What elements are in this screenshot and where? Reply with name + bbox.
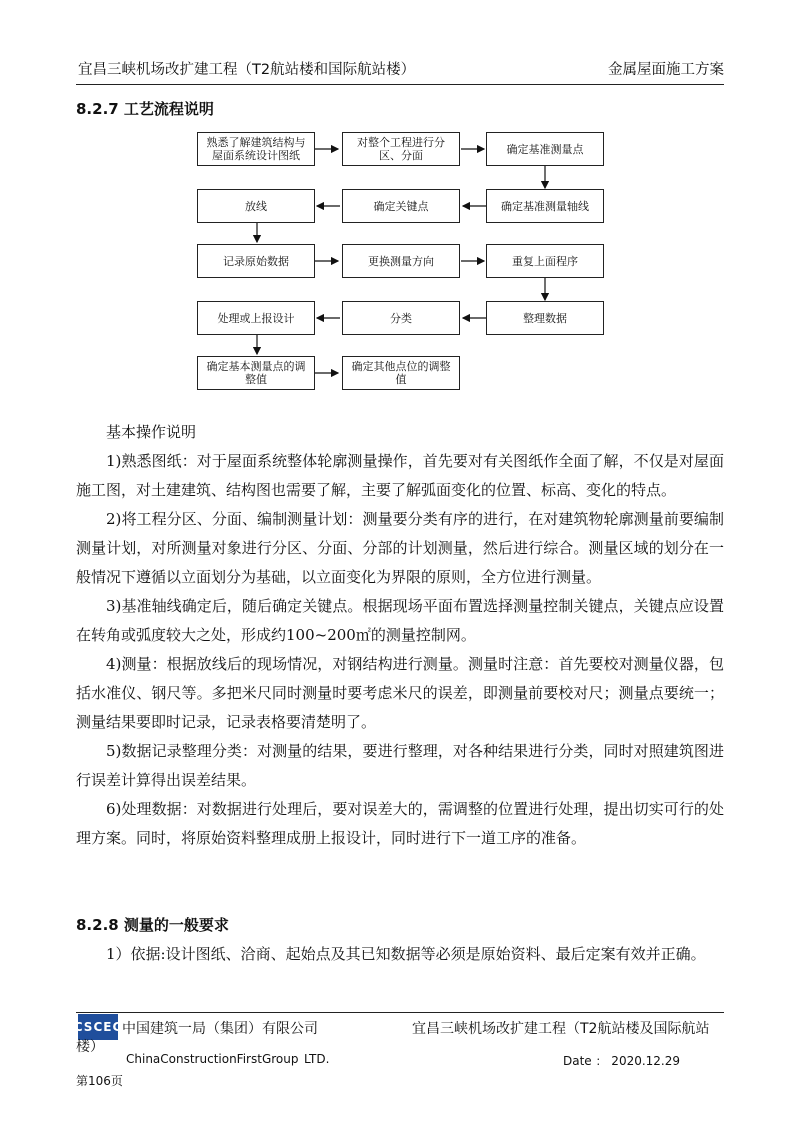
flow-step-change-direction: 更换测量方向 — [342, 244, 460, 278]
section-heading-828: 8.2.8 测量的一般要求 — [76, 916, 229, 934]
flow-step-zoning: 对整个工程进行分区、分面 — [342, 132, 460, 166]
footer-company-name: 中国建筑一局（集团）有限公司 — [122, 1021, 318, 1037]
body-paragraph-5: 5)数据记录整理分类：对测量的结果，要进行整理，对各种结果进行分类，同时对照建筑图进行误差计算得出误差结果。 — [76, 742, 724, 789]
flow-step-classify: 分类 — [342, 301, 460, 335]
body-paragraph-2: 2)将工程分区、分面、编制测量计划：测量要分类有序的进行，在对建筑物轮廓测量前要编制测量计划，对所测量对象进行分区、分面、分部的计划测量，然后进行综合。测量区域的划分在一般情况下遵循以立面划分为基础，以立面变化为界限的原则，全方位进行测量。 — [76, 510, 724, 586]
section-heading-827: 8.2.7 工艺流程说明 — [76, 100, 214, 118]
flow-step-adjust-base-points: 确定基本测量点的调整值 — [197, 356, 315, 390]
footer-project-name: 宜昌三峡机场改扩建工程（T2航站楼及国际航站 — [412, 1021, 710, 1037]
body-paragraph-6: 6)处理数据：对数据进行处理后，要对误差大的，需调整的位置进行处理，提出切实可行的处理方案。同时，将原始资料整理成册上报设计，同时进行下一道工序的准备。 — [76, 800, 724, 847]
footer-company-english: ChinaConstructionFirstGroup — [126, 1052, 299, 1066]
body-paragraph-3: 3)基准轴线确定后，随后确定关键点。根据现场平面布置选择测量控制关键点，关键点应设置在转角或弧度较大之处，形成约100~200㎡的测量控制网。 — [76, 597, 724, 644]
body-intro: 基本操作说明 — [106, 423, 197, 441]
flow-step-reference-axis: 确定基准测量轴线 — [486, 189, 604, 223]
flow-step-adjust-other-points: 确定其他点位的调整值 — [342, 356, 460, 390]
flow-step-record-raw-data: 记录原始数据 — [197, 244, 315, 278]
body-paragraph-1: 1)熟悉图纸：对于屋面系统整体轮廓测量操作，首先要对有关图纸作全面了解，不仅是对屋面施工图，对土建建筑、结构图也需要了解，主要了解弧面变化的位置、标高、变化的特点。 — [76, 452, 724, 499]
flow-step-study-drawings: 熟悉了解建筑结构与屋面系统设计图纸 — [197, 132, 315, 166]
page-number: 第106页 — [76, 1074, 123, 1088]
requirement-paragraph-1: 1）依据:设计图纸、洽商、起始点及其已知数据等必须是原始资料、最后定案有效并正确。 — [106, 945, 706, 963]
flow-step-organize-data: 整理数据 — [486, 301, 604, 335]
company-logo: CSCEC — [78, 1014, 118, 1040]
footer-divider — [76, 1012, 724, 1013]
header-project-title: 宜昌三峡机场改扩建工程（T2航站楼和国际航站楼） — [78, 62, 416, 78]
requirements-content — [76, 940, 724, 969]
footer-date: Date ： 2020.12.29 — [563, 1054, 681, 1068]
footer-company-suffix: LTD. — [304, 1052, 330, 1066]
body-content — [76, 418, 724, 853]
footer-project-name-continued: 楼） — [76, 1039, 104, 1055]
flow-step-reference-points: 确定基准测量点 — [486, 132, 604, 166]
flow-step-key-points: 确定关键点 — [342, 189, 460, 223]
body-paragraph-4: 4)测量：根据放线后的现场情况，对钢结构进行测量。测量时注意：首先要校对测量仪器，包括水准仪、钢尺等。多把米尺同时测量时要考虑米尺的误差，即测量前要校对尺；测量点要统一；测量结果要即时记录，记录表格要清楚明了。 — [76, 655, 724, 731]
flow-step-repeat: 重复上面程序 — [486, 244, 604, 278]
flow-step-setting-out: 放线 — [197, 189, 315, 223]
flow-step-process-or-report: 处理或上报设计 — [197, 301, 315, 335]
header-document-title: 金属屋面施工方案 — [608, 62, 724, 78]
